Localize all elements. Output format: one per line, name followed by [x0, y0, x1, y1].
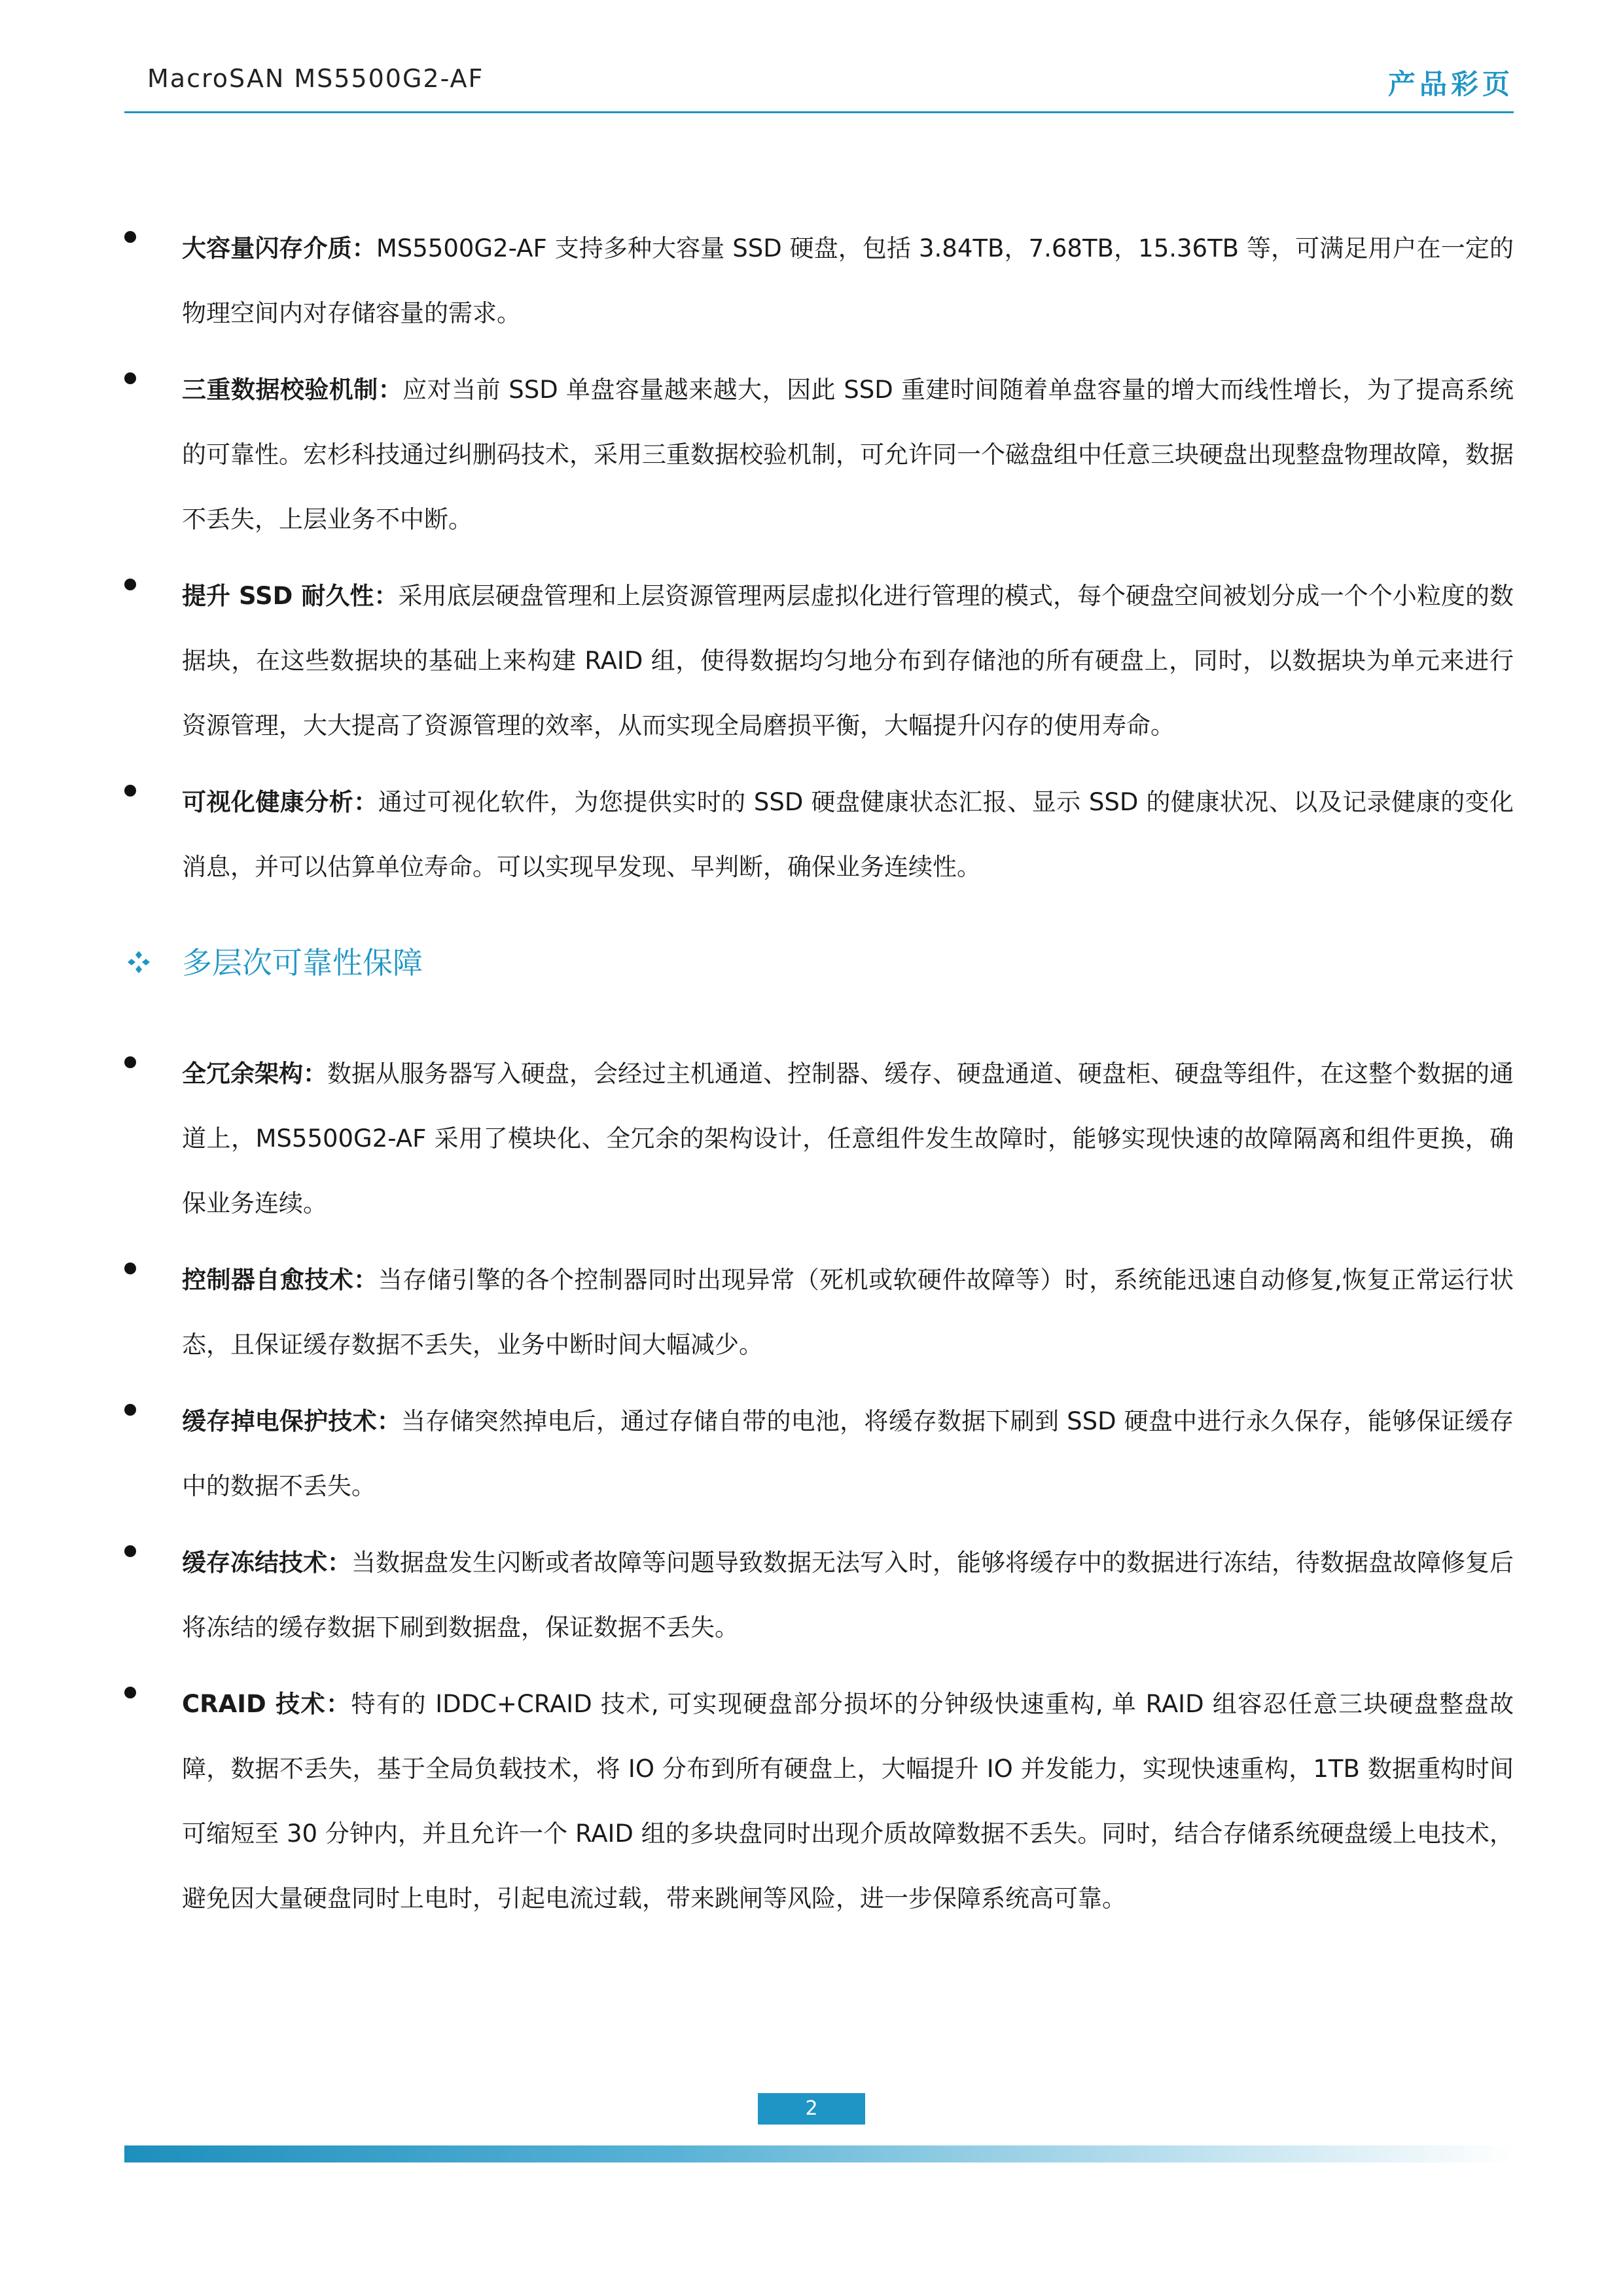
bullet-paragraph	[182, 1247, 1514, 1377]
page-content	[124, 216, 1514, 1931]
section-heading	[124, 931, 1514, 996]
bullet-dot-icon	[124, 1687, 136, 1698]
bullet-dot-icon	[124, 1056, 136, 1068]
list-item	[124, 1530, 1514, 1660]
bullet-paragraph	[182, 357, 1514, 552]
header-divider	[124, 111, 1514, 113]
list-item	[124, 357, 1514, 552]
header-product-name: MacroSAN MS5500G2-AF	[147, 64, 484, 93]
diamond-bullet-icon	[127, 950, 151, 974]
bullet-term: 全冗余架构：	[182, 1060, 327, 1088]
bullet-term: 三重数据校验机制：	[182, 376, 403, 404]
bullet-term: CRAID 技术：	[182, 1690, 351, 1718]
bullet-dot-icon	[124, 785, 136, 797]
list-item	[124, 1041, 1514, 1236]
bullet-term: 缓存冻结技术：	[182, 1549, 351, 1577]
bullet-term: 缓存掉电保护技术：	[182, 1407, 402, 1435]
header-doc-type: 产品彩页	[1387, 68, 1514, 100]
list-item	[124, 770, 1514, 899]
bullet-paragraph	[182, 1672, 1514, 1931]
list-item	[124, 1247, 1514, 1377]
bullet-body: 通过可视化软件，为您提供实时的 SSD 硬盘健康状态汇报、显示 SSD 的健康状况、以及记录健康的变化消息，并可以估算单位寿命。可以实现早发现、早判断，确保业务连续性。	[182, 788, 1514, 881]
bullet-dot-icon	[124, 579, 136, 590]
bullet-dot-icon	[124, 1545, 136, 1557]
bullet-paragraph	[182, 564, 1514, 758]
footer-gradient-bar	[124, 2145, 1514, 2162]
list-item	[124, 216, 1514, 346]
bullet-term: 提升 SSD 耐久性：	[182, 582, 399, 610]
bullet-term: 大容量闪存介质：	[182, 234, 376, 262]
list-item	[124, 564, 1514, 758]
bullet-body: 当存储突然掉电后，通过存储自带的电池，将缓存数据下刷到 SSD 硬盘中进行永久保存，能够保证缓存中的数据不丢失。	[182, 1407, 1514, 1500]
bullet-paragraph	[182, 1041, 1514, 1236]
bullet-body: 特有的 IDDC+CRAID 技术, 可实现硬盘部分损坏的分钟级快速重构, 单 RAID 组容忍任意三块硬盘整盘故障，数据不丢失，基于全局负载技术，将 IO 分布到所有硬盘上，大幅提升 IO 并发能力，实现快速重构，1TB 数据重构时间可缩短至 30 分钟内，并且允许一个 RAID 组的多块盘同时出现介质故障数据不丢失。同时，结合存储系统硬盘缓上电技术，避免因大量硬盘同时上电时，引起电流过载，带来跳闸等风险，进一步保障系统高可靠。	[182, 1690, 1514, 1912]
bullet-dot-icon	[124, 372, 136, 384]
bullet-paragraph	[182, 770, 1514, 899]
section-title: 多层次可靠性保障	[182, 945, 423, 980]
bullet-dot-icon	[124, 1263, 136, 1274]
bullet-dot-icon	[124, 1404, 136, 1416]
bullet-paragraph	[182, 1530, 1514, 1660]
bullet-paragraph	[182, 216, 1514, 346]
bullet-term: 可视化健康分析：	[182, 788, 378, 816]
bullet-dot-icon	[124, 231, 136, 243]
bullet-term: 控制器自愈技术：	[182, 1266, 378, 1294]
bullet-body: 应对当前 SSD 单盘容量越来越大，因此 SSD 重建时间随着单盘容量的增大而线性增长，为了提高系统的可靠性。宏杉科技通过纠删码技术，采用三重数据校验机制，可允许同一个磁盘组中任意三块硬盘出现整盘物理故障，数据不丢失，上层业务不中断。	[182, 376, 1514, 533]
bullet-paragraph	[182, 1389, 1514, 1518]
bullet-body: 当数据盘发生闪断或者故障等问题导致数据无法写入时，能够将缓存中的数据进行冻结，待数据盘故障修复后将冻结的缓存数据下刷到数据盘，保证数据不丢失。	[182, 1549, 1514, 1641]
bullet-body: MS5500G2-AF 支持多种大容量 SSD 硬盘，包括 3.84TB，7.68TB，15.36TB 等，可满足用户在一定的物理空间内对存储容量的需求。	[182, 234, 1514, 327]
list-item	[124, 1389, 1514, 1518]
bullet-body: 当存储引擎的各个控制器同时出现异常（死机或软硬件故障等）时，系统能迅速自动修复,恢复正常运行状态，且保证缓存数据不丢失，业务中断时间大幅减少。	[182, 1266, 1514, 1359]
page-number: 2	[758, 2093, 865, 2125]
bullet-body: 数据从服务器写入硬盘，会经过主机通道、控制器、缓存、硬盘通道、硬盘柜、硬盘等组件，在这整个数据的通道上，MS5500G2-AF 采用了模块化、全冗余的架构设计，任意组件发生故障时，能够实现快速的故障隔离和组件更换，确保业务连续。	[182, 1060, 1514, 1217]
bullet-body: 采用底层硬盘管理和上层资源管理两层虚拟化进行管理的模式，每个硬盘空间被划分成一个个小粒度的数据块，在这些数据块的基础上来构建 RAID 组，使得数据均匀地分布到存储池的所有硬盘上，同时，以数据块为单元来进行资源管理，大大提高了资源管理的效率，从而实现全局磨损平衡，大幅提升闪存的使用寿命。	[182, 582, 1514, 740]
list-item	[124, 1672, 1514, 1931]
